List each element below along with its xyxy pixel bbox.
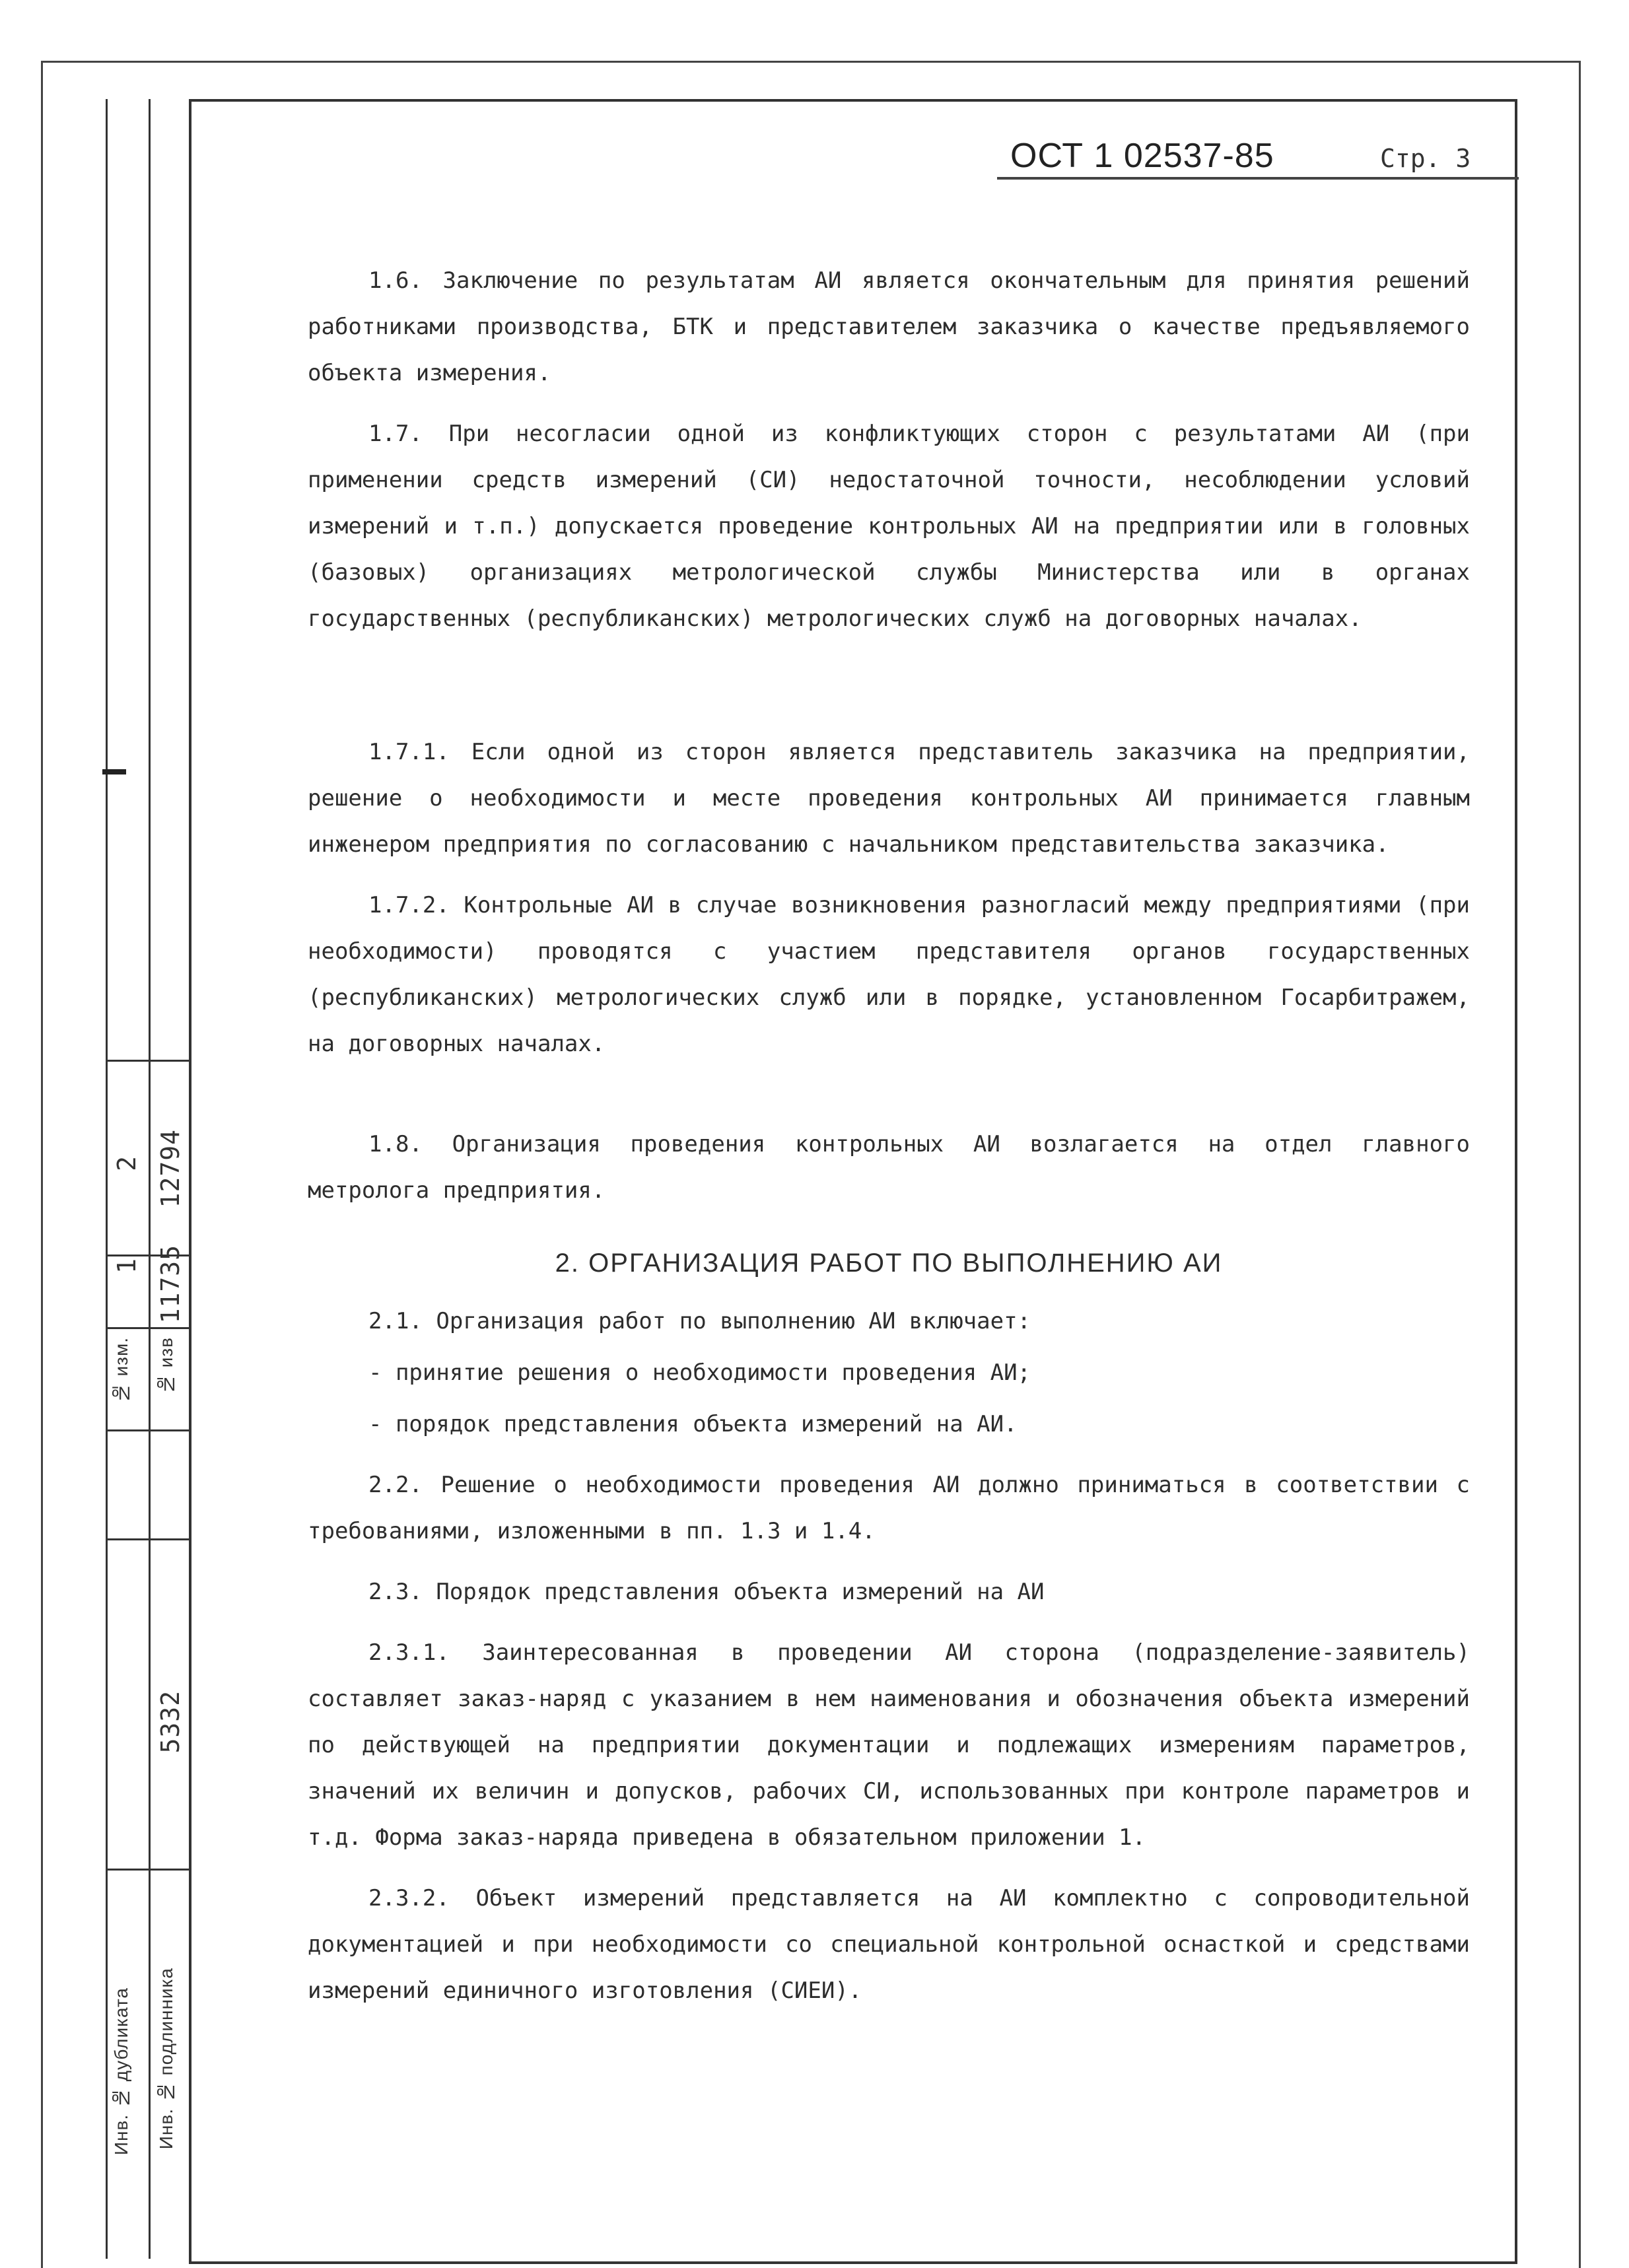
inv-podl-value: 5332 — [156, 1690, 185, 1754]
inv-podl-label: Инв. № подлинника — [156, 1968, 176, 2150]
izv-1: 11735 — [156, 1245, 185, 1324]
margin-divider — [106, 1538, 191, 1540]
header-rule — [997, 177, 1519, 180]
izv-2: 12794 — [156, 1129, 185, 1208]
paragraph-2-3-1: 2.3.1. Заинтересованная в проведении АИ сторона (подразделение-заявитель) составляет заказ-наряд с указанием в нем наименования и обозначения объекта измерений по действующей на предприятии документации и подлежащих измерениям параметров, значений их величин и допусков, рабочих СИ, использованных при контроле параметров и т.д. Форма заказ-наряда приведена в обязательном приложении 1. — [308, 1639, 1470, 1851]
paragraph-1-6: 1.6. Заключение по результатам АИ является окончательным для принятия решений работниками производства, БТК и представителем заказчика о качестве предъявляемого объекта измерения. — [308, 267, 1470, 386]
page-number: Стр. 3 — [1380, 144, 1471, 173]
paragraph-1-7-1: 1.7.1. Если одной из сторон является представитель заказчика на предприятии, решение о необходимости и месте проведения контрольных АИ принимается главным инженером предприятия по согласованию с начальником представительства заказчика. — [308, 739, 1470, 858]
list-item: - порядок представления объекта измерений на АИ. — [368, 1411, 1018, 1437]
list-item: - принятие решения о необходимости проведения АИ; — [368, 1359, 1031, 1386]
paragraph-2-3: 2.3. Порядок представления объекта измерений на АИ — [368, 1579, 1045, 1605]
margin-column-line — [149, 99, 151, 2259]
inv-dubl-label: Инв. № дубликата — [111, 1987, 131, 2156]
paragraph-2-2: 2.2. Решение о необходимости проведения АИ должно приниматься в соответствии с требованиями, изложенными в пп. 1.3 и 1.4. — [308, 1472, 1470, 1544]
margin-divider — [106, 1429, 191, 1431]
paragraph-1-7-2: 1.7.2. Контрольные АИ в случае возникновения разногласий между предприятиями (при необходимости) проводятся с участием представителя органов государственных (республиканских) метрологических служб или в порядке, установленном Госарбитражем, на договорных началах. — [308, 892, 1470, 1057]
paragraph-1-7: 1.7. При несогласии одной из конфликтующих сторон с результатами АИ (при применении средств измерений (СИ) недостаточной точности, несоблюдении условий измерений и т.п.) допускается проведение контрольных АИ на предприятии или в головных (базовых) организациях метрологической службы Министерства или в органах государственных (республиканских) метрологических служб на договорных началах. — [308, 421, 1470, 632]
margin-mark — [102, 769, 126, 774]
izv-no-label: № изв — [156, 1337, 176, 1395]
paragraph-2-3-2: 2.3.2. Объект измерений представляется на АИ комплектно с сопроводительной документацией и при необходимости со специальной контрольной оснасткой и средствами измерений единичного изготовления (СИЕИ). — [308, 1885, 1470, 2004]
izm-2: 2 — [112, 1155, 141, 1171]
section-2-heading: 2. ОРГАНИЗАЦИЯ РАБОТ ПО ВЫПОЛНЕНИЮ АИ — [555, 1249, 1223, 1278]
document-body — [308, 258, 1470, 2028]
izm-1: 1 — [112, 1258, 141, 1274]
margin-column-line — [106, 99, 108, 2259]
izm-no-label: № изм. — [111, 1337, 131, 1404]
paragraph-2-1: 2.1. Организация работ по выполнению АИ включает: — [368, 1308, 1031, 1334]
margin-divider — [106, 1869, 191, 1871]
paragraph-1-8: 1.8. Организация проведения контрольных АИ возлагается на отдел главного метролога предприятия. — [308, 1131, 1470, 1204]
margin-divider — [106, 1060, 191, 1062]
margin-divider — [106, 1327, 191, 1329]
document-code: ОСТ 1 02537-85 — [1010, 137, 1274, 175]
